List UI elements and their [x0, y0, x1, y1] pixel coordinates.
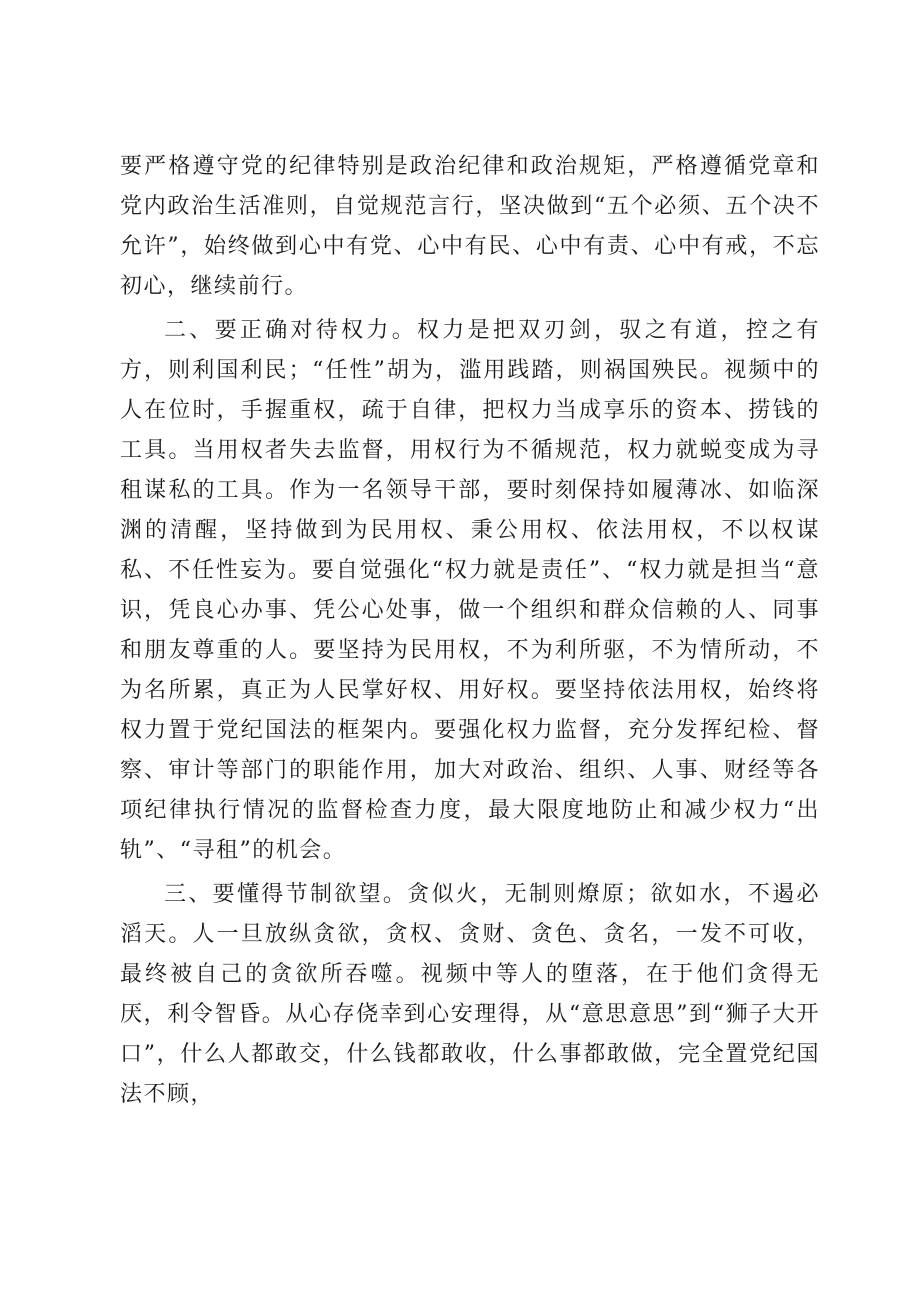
paragraph-section-three: 三、要懂得节制欲望。贪似火，无制则燎原；欲如水，不遏必滔天。人一旦放纵贪欲，贪权、贪财、贪色、贪名，一发不可收，最终被自己的贪欲所吞噬。视频中等人的堕落，在于他们贪得无厌，利令智昏。从心存侥幸到心安理得，从“意思意思”到“狮子大开口”，什么人都敢交，什么钱都敢收，什么事都敢做，完全置党纪国法不顾，	[120, 882, 820, 1107]
paragraph-section-two: 二、要正确对待权力。权力是把双刃剑，驭之有道，控之有方，则利国利民；“任性”胡为，滥用践踏，则祸国殃民。视频中的人在位时，手握重权，疏于自律，把权力当成享乐的资本、捞钱的工具。当用权者失去监督，用权行为不循规范，权力就蜕变成为寻租谋私的工具。作为一名领导干部，要时刻保持如履薄冰、如临深渊的清醒，坚持做到为民用权、秉公用权、依法用权，不以权谋私、不任性妄为。要自觉强化“权力就是责任”、“权力就是担当“意识，凭良心办事、凭公心处事，做一个组织和群众信赖的人、同事和朋友尊重的人。要坚持为民用权，不为利所驱，不为情所动，不为名所累，真正为人民掌好权、用好权。要坚持依法用权，始终将权力置于党纪国法的框架内。要强化权力监督，充分发挥纪检、督察、审计等部门的职能作用，加大对政治、组织、人事、财经等各项纪律执行情况的监督检查力度，最大限度地防止和减少权力“出轨”、“寻租”的机会。	[120, 318, 820, 863]
paragraph-continuation: 要严格遵守党的纪律特别是政治纪律和政治规矩，严格遵循党章和党内政治生活准则，自觉规范言行，坚决做到“五个必须、五个决不允许”，始终做到心中有党、心中有民、心中有责、心中有戒，不忘初心，继续前行。	[120, 154, 820, 299]
document-body	[120, 147, 820, 1119]
